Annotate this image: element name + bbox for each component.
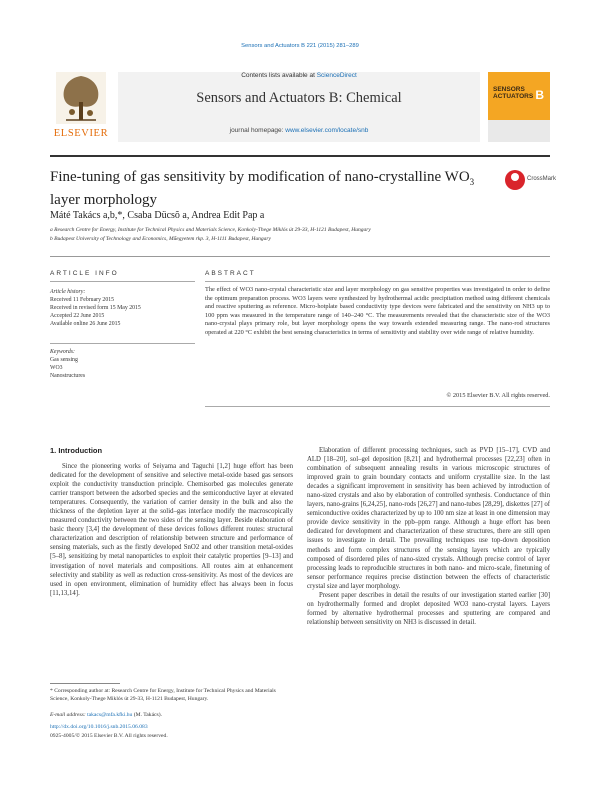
elsevier-logo bbox=[50, 70, 112, 144]
cover-letter: B bbox=[535, 88, 544, 102]
article-title: Fine-tuning of gas sensitivity by modification of nano-crystalline $WO_3$ layer morphology bbox=[50, 169, 475, 208]
abstract-end-rule bbox=[205, 406, 550, 407]
homepage-line: journal homepage: www.elsevier.com/locate/snb bbox=[229, 127, 369, 134]
elsevier-tree-icon bbox=[56, 72, 106, 124]
journal-reference[interactable]: Sensors and Actuators B 221 (2015) 281–289 bbox=[241, 43, 359, 49]
body-column-right bbox=[307, 446, 550, 627]
homepage-link[interactable]: www.elsevier.com/locate/snb bbox=[285, 127, 369, 134]
cover-line-2: ACTUATORS bbox=[493, 93, 534, 100]
article-info-rule bbox=[50, 281, 195, 282]
cover-strip bbox=[488, 120, 550, 142]
keyword-item: WO3 bbox=[50, 365, 63, 371]
paragraph: Since the pioneering works of Seiyama and Taguchi [1,2] huge effort has been dedicated for the development of sensitive and selective metal-oxide based gas sensors exploit the conductivity transduction principle. Chemisorbed gas molecules generate carrier transport between the adsorbed species and the semiconductive layer at elevated temperatures. Consequently, the variation of carrier density in the bulk and also the thickness of the depletion layer at the solid–gas interface modify the macroscopically measured conductivity between the two sides of the sensing layer. Beside elaboration of basic theory [3,4] the development of these devices follows different routes: structural characterization and description of relationship between structure and performance of sensing materials, such as the firstly developed SnO2 and other transition metal-oxides [5–8], sensitizing by metal nanoparticles to exploit their catalytic properties [9–13] and investigation of novel materials and compositions. All routes aim at enhancement selectivity and stability as well as reduction cross-sensitivity. As most of the devices are used in open environment, elimination of humidity effect has always been in focus [11,13,14]. bbox=[50, 463, 293, 597]
doi-link[interactable]: http://dx.doi.org/10.1016/j.snb.2015.06.083 bbox=[50, 724, 148, 730]
received-date: Received 11 February 2015 bbox=[50, 297, 115, 303]
author-list: Máté Takács a,b,*, Csaba Dücsõ a, Andrea Edit Pap a bbox=[50, 210, 265, 221]
elsevier-wordmark: ELSEVIER bbox=[53, 128, 109, 139]
keyword-item: Gas sensing bbox=[50, 357, 78, 363]
email-link[interactable]: takacs@mfa.kfki.hu bbox=[87, 712, 133, 718]
section-heading-introduction: 1. Introduction bbox=[50, 446, 103, 455]
online-date: Available online 26 June 2015 bbox=[50, 321, 121, 327]
affiliation-a: a Research Centre for Energy, Institute for Technical Physics and Materials Science, Konkoly-Thege Miklós út 29-33, H-1121 Budapest, Hungary bbox=[50, 227, 371, 233]
header-divider bbox=[50, 155, 550, 157]
footnote-rule bbox=[50, 683, 120, 684]
journal-cover-thumbnail bbox=[488, 72, 550, 142]
email-line: E-mail address: takacs@mfa.kfki.hu (M. Takács). bbox=[50, 712, 162, 718]
history-label: Article history: bbox=[50, 289, 86, 295]
article-info-heading: ARTICLE INFO bbox=[50, 270, 119, 277]
contents-line: Contents lists available at ScienceDirect bbox=[241, 72, 357, 79]
abstract-rule bbox=[205, 281, 550, 282]
sciencedirect-link[interactable]: ScienceDirect bbox=[316, 72, 357, 79]
section-divider bbox=[50, 256, 550, 257]
revised-date: Received in revised form 15 May 2015 bbox=[50, 305, 141, 311]
keyword-item: Nanostructures bbox=[50, 373, 86, 379]
corresponding-author-note: * Corresponding author at: Research Centre for Energy, Institute for Technical Physics and Materials Science, Konkoly-Thege Miklós út 29-33, H-1121 Budapest, Hungary. bbox=[50, 688, 276, 702]
journal-title: Sensors and Actuators B: Chemical bbox=[196, 90, 402, 106]
paragraph: Elaboration of different processing techniques, such as PVD [15–17], CVD and ALD [18–20], sol–gel deposition [8,21] and hydrothermal processes [22,23] often in combination of subsequent annealing results in various microscopic structures of improved grain to grain boundary contacts and uniform crystallite size. In the last decades a significant improvement in sensitivity has been achieved by introduction of nano-sized crystals and also by elaboration of controlled synthesis. Conductance of thin layers, nano-grains [6,24,25], nano-rods [26,27] and nano-tubes [28,29], diskettes [27] of semiconductive oxides characterized by up to 100 nm size at least in one dimension may provide device sensitivity in the ppb–ppm range. Although a huge effort has been dedicated for development and characterization of these structures, there are still open issues to investigate in detail. The prevailing techniques use top-down deposition methods and form complex structures of the sensing layers which are typically composed of disordered piles of nano-sized crystals. Although precise control of layer processing leads to reproducible structures in both nano- and micro-scale, finetuning of sensor performance requires precise distinction between the effects of characteristic crystal size and layer morphology. bbox=[307, 447, 550, 590]
abstract-text: The effect of WO3 nano-crystal characteristic size and layer morphology on gas sensitive properties was investigated in order to define the optimum preparation process. WO3 layers were synthesized by hydrothermal acidic precipitation method using different chemicals and reactive sputtering as reference. Micro-hotplate based conductivity type devices were fabricated and the sensitivity on NH3 up to 100 ppm was measured in the temperature range of 140–240 °C. The measurements revealed that the characteristic size of the WO3 nano-crystal plays primary role, but layer morphology opens the way towards extended measuring range. The nano-rod structures operated at 220 °C exhibit the best sensing characteristics in terms of sensitivity and stability over wide range of relative humidity. bbox=[205, 286, 550, 336]
crossmark-label: CrossMark bbox=[527, 176, 557, 182]
crossmark-badge[interactable] bbox=[505, 170, 555, 192]
paragraph: Present paper describes in detail the results of our investigation started earlier [30] on hydrothermally formed and droplet deposited WO3 nano-crystal layers. Layers formed by alternative hydrothermal processes and sputtering are compared and relationship between sensitivity on NH3 is discussed in detail. bbox=[307, 591, 550, 626]
crossmark-icon bbox=[505, 170, 525, 190]
issn-line: 0925-4005/© 2015 Elsevier B.V. All rights reserved. bbox=[50, 733, 168, 739]
keywords-label: Keywords: bbox=[50, 349, 75, 355]
affiliation-b: b Budapest University of Technology and Economics, Műegyetem rkp. 3, H-1111 Budapest, Hungary bbox=[50, 236, 271, 242]
journal-header bbox=[118, 72, 480, 142]
keywords-rule bbox=[50, 343, 195, 344]
abstract-copyright: © 2015 Elsevier B.V. All rights reserved. bbox=[446, 392, 550, 399]
cover-line-1: SENSORS bbox=[493, 86, 525, 93]
body-column-left bbox=[50, 462, 293, 598]
accepted-date: Accepted 22 June 2015 bbox=[50, 313, 105, 319]
abstract-heading: ABSTRACT bbox=[205, 270, 256, 277]
